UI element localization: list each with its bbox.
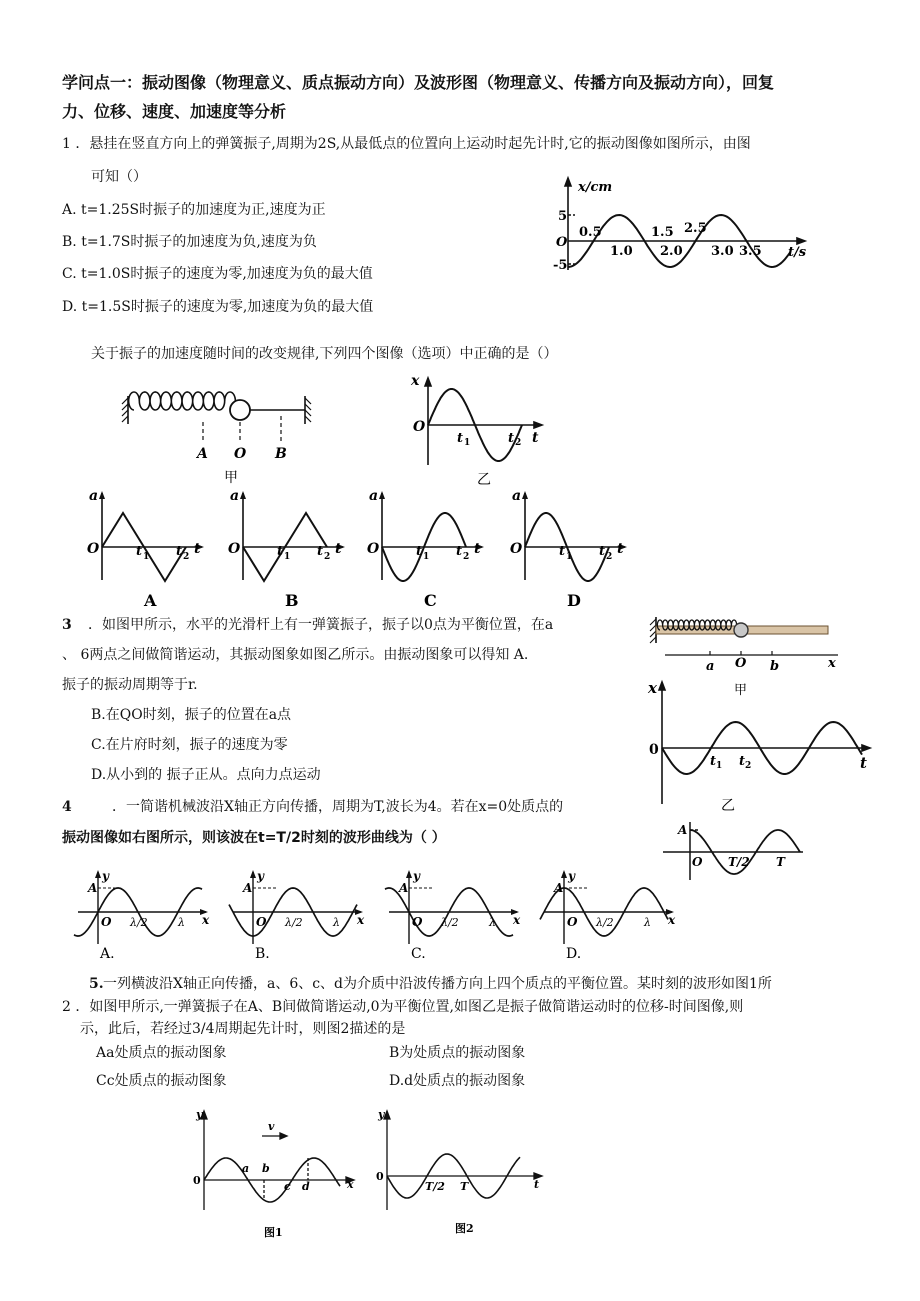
q1-xlabel: t/s [788,245,807,260]
q4-option-a: A [554,881,564,895]
q4-option-letter: D. [566,946,582,962]
q2-jia-point-o: O [234,446,247,462]
q2-option-t1: t [416,544,423,559]
q2-option-t1: t [559,544,566,559]
q4-option-x: x [357,913,365,927]
q4-option-letter: B. [255,946,270,962]
q1-option-c: C. t=1.0S时振子的速度为零,加速度为负的最大值 [62,266,373,282]
q3-line1: ．如图甲所示，水平的光滑杆上有一弹簧振子，振子以0点为平衡位置，在a [88,617,554,633]
q1-option-a: A. t=1.25S时振子的加速度为正,速度为正 [62,202,326,218]
q5-line2: 示，此后，若经过3/4周期起先计时，则图2描述的是 [80,1021,406,1037]
q5-f2-tlabel: t [534,1178,540,1191]
q2-yi-xlabel: t [532,430,539,446]
q5-f1-a: a [242,1162,250,1175]
q1-tick-1.5: 1.5 [651,225,674,240]
q2-yi-t1-sub: 1 [464,438,471,448]
q3-jia-x: x [828,656,836,671]
q3-yi-t2-sub: 2 [745,761,752,771]
q2-option-letter: C [424,591,437,610]
q2-option-origin: O [87,541,100,557]
q5-option-d: D.d处质点的振动图象 [389,1073,526,1089]
q2-option-t1-sub: 1 [284,552,291,562]
q3-yi-t1: t [710,754,717,769]
q2-option-xlabel: t [474,541,481,557]
q4-option-a: A [243,881,253,895]
q3-jia-o: O [735,656,747,671]
q5-f1-y: y [196,1108,203,1121]
q4-option-o: O [412,915,423,929]
q4-option-x: x [202,913,210,927]
q3-option-b: B.在QO时刻，振子的位置在a点 [91,707,292,723]
q5-f2-t2: T/2 [425,1180,445,1193]
q4-option-y: y [257,869,264,883]
q4-option-y: y [568,869,575,883]
q2-option-t2-sub: 2 [183,552,190,562]
q2-option-t1-sub: 1 [423,552,430,562]
q1-option-b: B. t=1.7S时振子的加速度为负,速度为负 [62,234,317,250]
q5-f1-b: b [262,1162,270,1175]
q1-stem-line2: 可知（） [91,169,147,185]
q4-option-x: x [513,913,521,927]
q1-tick-2.5: 2.5 [684,221,707,236]
q2-option-xlabel: t [617,541,624,557]
q4-ref-a: A [678,823,688,837]
q1-tick-3.0: 3.0 [711,244,734,259]
q3-yi-caption: 乙 [721,798,735,814]
q3-yi-ylabel: x [648,679,657,697]
q2-option-xlabel: t [335,541,342,557]
q1-stem-line1: 1 ．悬挂在竖直方向上的弹簧振子,周期为2S,从最低点的位置向上运动时起先计时,它的振动图像如图所示，由图 [62,136,751,152]
q2-option-xlabel: t [194,541,201,557]
q2-jia-point-b: B [275,446,287,462]
q2-option-t2: t [599,544,606,559]
q2-stem: 关于振子的加速度随时间的改变规律,下列四个图像（选项）中正确的是（） [91,346,558,362]
q4-option-half-lambda: λ/2 [285,916,303,929]
q3-option-d: D.从小到的 振子正从。点向力点运动 [91,767,321,783]
q5-f1-o: 0 [193,1174,201,1187]
q2-option-t2: t [456,544,463,559]
q3-jia-caption: 甲 [734,683,748,698]
q4-option-half-lambda: λ/2 [441,916,459,929]
q2-option-origin: O [367,541,380,557]
q4-option-a: A [88,881,98,895]
q2-option-t2-sub: 2 [606,552,613,562]
q4-ref-o: O [692,855,703,869]
q5-f1-caption: 图1 [264,1226,283,1239]
q5-f2-y: y [378,1108,385,1121]
q4-ref-t: T [776,855,785,869]
q2-option-t2: t [176,544,183,559]
q2-yi-ylabel: x [411,373,420,389]
q5-overlay-line: 2 ．如图甲所示,一弹簧振子在A、B间做简谐运动,0为平衡位置,如图乙是振子做简谐运动时的位移-时间图像,则 [62,999,744,1015]
q5-line1: 一列横波沿X轴正向传播，a、6、c、d为介质中沿波传播方向上四个质点的平衡位置。某时刻的波形如图1所 [103,976,772,992]
q4-ref-t2: T/2 [728,855,750,869]
q2-yi-origin: O [413,419,426,435]
q4-option-half-lambda: λ/2 [130,916,148,929]
q5-option-b: B为处质点的振动图象 [389,1045,526,1061]
q3-option-c: C.在片府时刻，振子的速度为零 [91,737,288,753]
q1-tick-2.0: 2.0 [660,244,683,259]
q1-ytick-neg5: -5 [553,258,568,273]
q5-option-a: Aa处质点的振动图象 [96,1045,227,1061]
q2-yi-t2: t [508,431,515,446]
q4-option-lambda: λ [333,916,340,929]
q3-yi-xlabel: t [860,754,867,772]
q3-yi-origin: 0 [649,742,659,758]
q3-jia-a: a [706,659,715,674]
q2-option-t1-sub: 1 [566,552,573,562]
q2-yi-t2-sub: 2 [515,438,522,448]
q3-yi-t1-sub: 1 [716,761,723,771]
q1-origin: O [556,235,568,250]
q4-option-letter: A. [100,946,115,962]
q5-f2-o: 0 [376,1170,384,1183]
q5-f2-caption: 图2 [455,1222,474,1235]
q2-option-t2-sub: 2 [324,552,331,562]
q5-number: 5. [89,976,104,992]
q4-option-y: y [102,869,109,883]
q3-line3: 振子的振动周期等于r. [62,677,198,693]
q4-option-lambda: λ [644,916,651,929]
q2-option-ylabel: a [369,488,379,504]
q2-option-t1-sub: 1 [143,552,150,562]
q2-option-t2: t [317,544,324,559]
q1-option-d: D. t=1.5S时振子的速度为零,加速度为负的最大值 [62,299,374,315]
q3-jia-b: b [770,659,780,674]
q2-option-ylabel: a [89,488,99,504]
q4-option-y: y [413,869,420,883]
q5-fig1 [201,1111,354,1210]
q4-line1: ．一简谐机械波沿X轴正方向传播，周期为T,波长为4。若在x=0处质点的 [112,799,564,815]
q4-line2: 振动图像如右图所示，则该波在t=T/2时刻的波形曲线为（ ） [62,830,446,846]
q2-option-t2-sub: 2 [463,552,470,562]
q1-tick-0.5: 0.5 [579,225,602,240]
q5-f1-x: x [347,1178,354,1191]
q4-number: 4 [62,799,72,815]
q4-option-lambda: λ [489,916,496,929]
q2-option-ylabel: a [512,488,522,504]
q4-option-o: O [567,915,578,929]
q2-yi-t1: t [457,431,464,446]
q4-option-half-lambda: λ/2 [596,916,614,929]
q2-option-ylabel: a [230,488,240,504]
q4-option-lambda: λ [178,916,185,929]
q2-option-letter: A [144,591,157,610]
q2-option-letter: B [285,591,299,610]
q4-option-o: O [101,915,112,929]
q2-option-letter: D [567,591,581,610]
q5-f2-t: T [460,1180,469,1193]
section-heading-line2: 力、位移、速度、加速度等分析 [62,102,287,121]
q1-ytick-5: 5 [558,209,568,224]
q2-option-origin: O [510,541,523,557]
q2-jia-caption: 甲 [224,470,238,486]
q1-tick-1.0: 1.0 [610,244,633,259]
q4-option-letter: C. [411,946,426,962]
q5-f1-d: d [302,1180,310,1193]
q5-option-c: Cc处质点的振动图象 [96,1073,227,1089]
q2-option-t1: t [277,544,284,559]
q5-f1-c: c [284,1180,291,1193]
q2-yi-caption: 乙 [477,472,491,488]
q2-option-t1: t [136,544,143,559]
q2-jia-point-a: A [197,446,208,462]
q1-tick-3.5: 3.5 [739,244,762,259]
q4-option-a: A [399,881,409,895]
q5-f1-v: v [268,1120,275,1133]
q3-line2: 、 6两点之间做简谐运动，其振动图象如图乙所示。由振动图象可以得知 A. [62,647,529,663]
q1-ylabel: x/cm [578,180,613,195]
q4-option-o: O [256,915,267,929]
q3-number: 3 [62,617,72,633]
section-heading-line1: 学问点一：振动图像（物理意义、质点振动方向）及波形图（物理意义、传播方向及振动方向），回复 [62,73,775,92]
q2-option-origin: O [228,541,241,557]
q5-fig2 [384,1111,542,1210]
q4-option-x: x [668,913,676,927]
q3-yi-t2: t [739,754,746,769]
